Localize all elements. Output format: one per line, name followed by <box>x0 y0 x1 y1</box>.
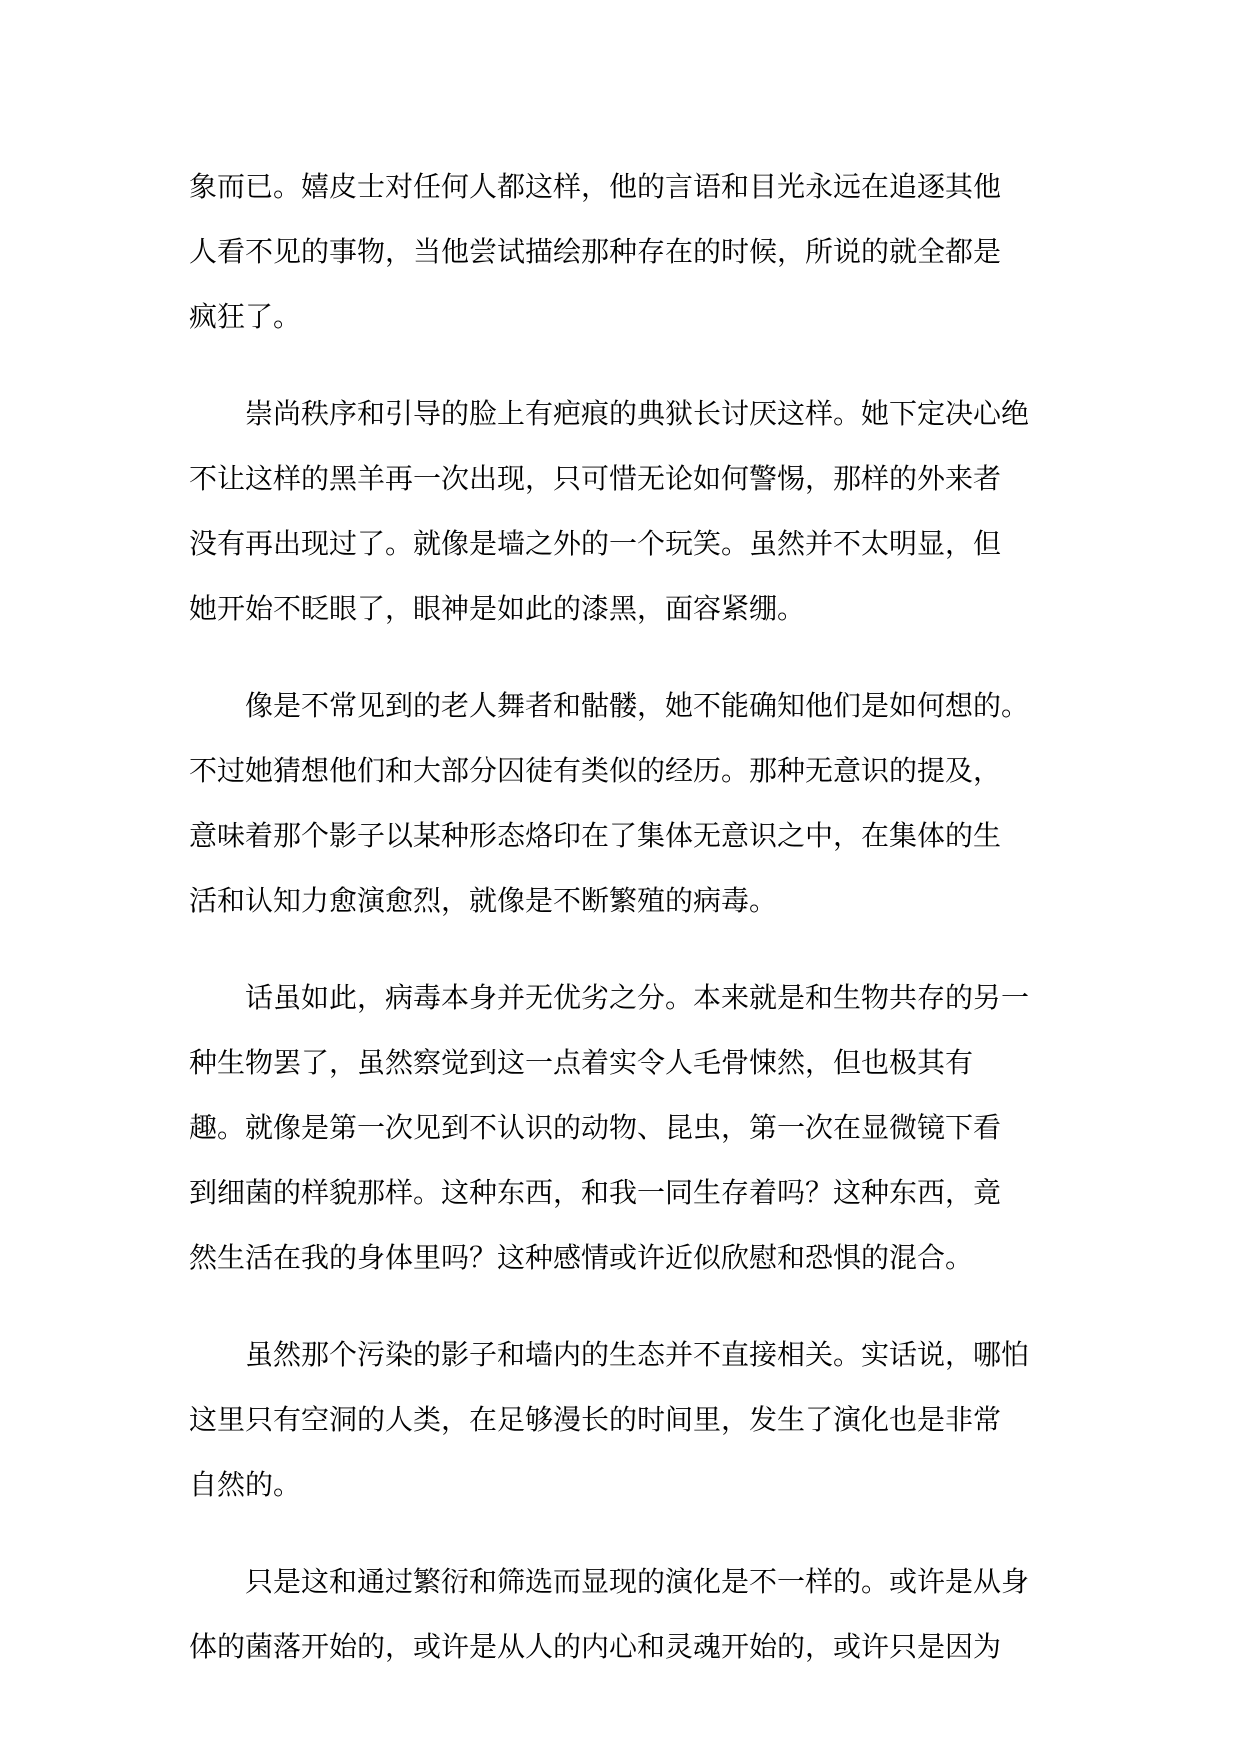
paragraph-line: 意味着那个影子以某种形态烙印在了集体无意识之中，在集体的生 <box>189 819 1002 852</box>
paragraph-line: 只是这和通过繁衍和筛选而显现的演化是不一样的。或许是从身 <box>245 1565 1030 1598</box>
paragraph-1 <box>189 154 1059 349</box>
paragraph-line: 趣。就像是第一次见到不认识的动物、昆虫，第一次在显微镜下看 <box>189 1111 1002 1144</box>
paragraph-line: 崇尚秩序和引导的脸上有疤痕的典狱长讨厌这样。她下定决心绝 <box>245 397 1030 430</box>
paragraph-line: 象而已。嬉皮士对任何人都这样，他的言语和目光永远在追逐其他 <box>189 170 1002 203</box>
paragraph-line: 没有再出现过了。就像是墙之外的一个玩笑。虽然并不太明显，但 <box>189 527 1002 560</box>
paragraph-6 <box>189 1549 1059 1679</box>
paragraph-line: 不让这样的黑羊再一次出现，只可惜无论如何警惕，那样的外来者 <box>189 462 1002 495</box>
paragraph-line: 话虽如此，病毒本身并无优劣之分。本来就是和生物共存的另一 <box>245 981 1030 1014</box>
paragraph-line: 然生活在我的身体里吗？这种感情或许近似欣慰和恐惧的混合。 <box>189 1241 974 1274</box>
paragraph-line: 种生物罢了，虽然察觉到这一点着实令人毛骨悚然，但也极其有 <box>189 1046 974 1079</box>
paragraph-line: 她开始不眨眼了，眼神是如此的漆黑，面容紧绷。 <box>189 592 806 625</box>
paragraph-2 <box>189 381 1059 641</box>
paragraph-3 <box>189 673 1059 933</box>
document-body <box>189 154 1059 1711</box>
paragraph-line: 人看不见的事物，当他尝试描绘那种存在的时候，所说的就全都是 <box>189 235 1002 268</box>
paragraph-line: 这里只有空洞的人类，在足够漫长的时间里，发生了演化也是非常 <box>189 1403 1002 1436</box>
paragraph-4 <box>189 965 1059 1290</box>
paragraph-5 <box>189 1322 1059 1517</box>
paragraph-line: 像是不常见到的老人舞者和骷髅，她不能确知他们是如何想的。 <box>245 689 1030 722</box>
paragraph-line: 自然的。 <box>189 1468 302 1501</box>
paragraph-line: 到细菌的样貌那样。这种东西，和我一同生存着吗？这种东西，竟 <box>189 1176 1002 1209</box>
paragraph-line: 不过她猜想他们和大部分囚徒有类似的经历。那种无意识的提及， <box>189 754 1002 787</box>
paragraph-line: 活和认知力愈演愈烈，就像是不断繁殖的病毒。 <box>189 884 778 917</box>
paragraph-line: 疯狂了。 <box>189 300 302 333</box>
paragraph-line: 虽然那个污染的影子和墙内的生态并不直接相关。实话说，哪怕 <box>245 1338 1030 1371</box>
paragraph-line: 体的菌落开始的，或许是从人的内心和灵魂开始的，或许只是因为 <box>189 1630 1002 1663</box>
